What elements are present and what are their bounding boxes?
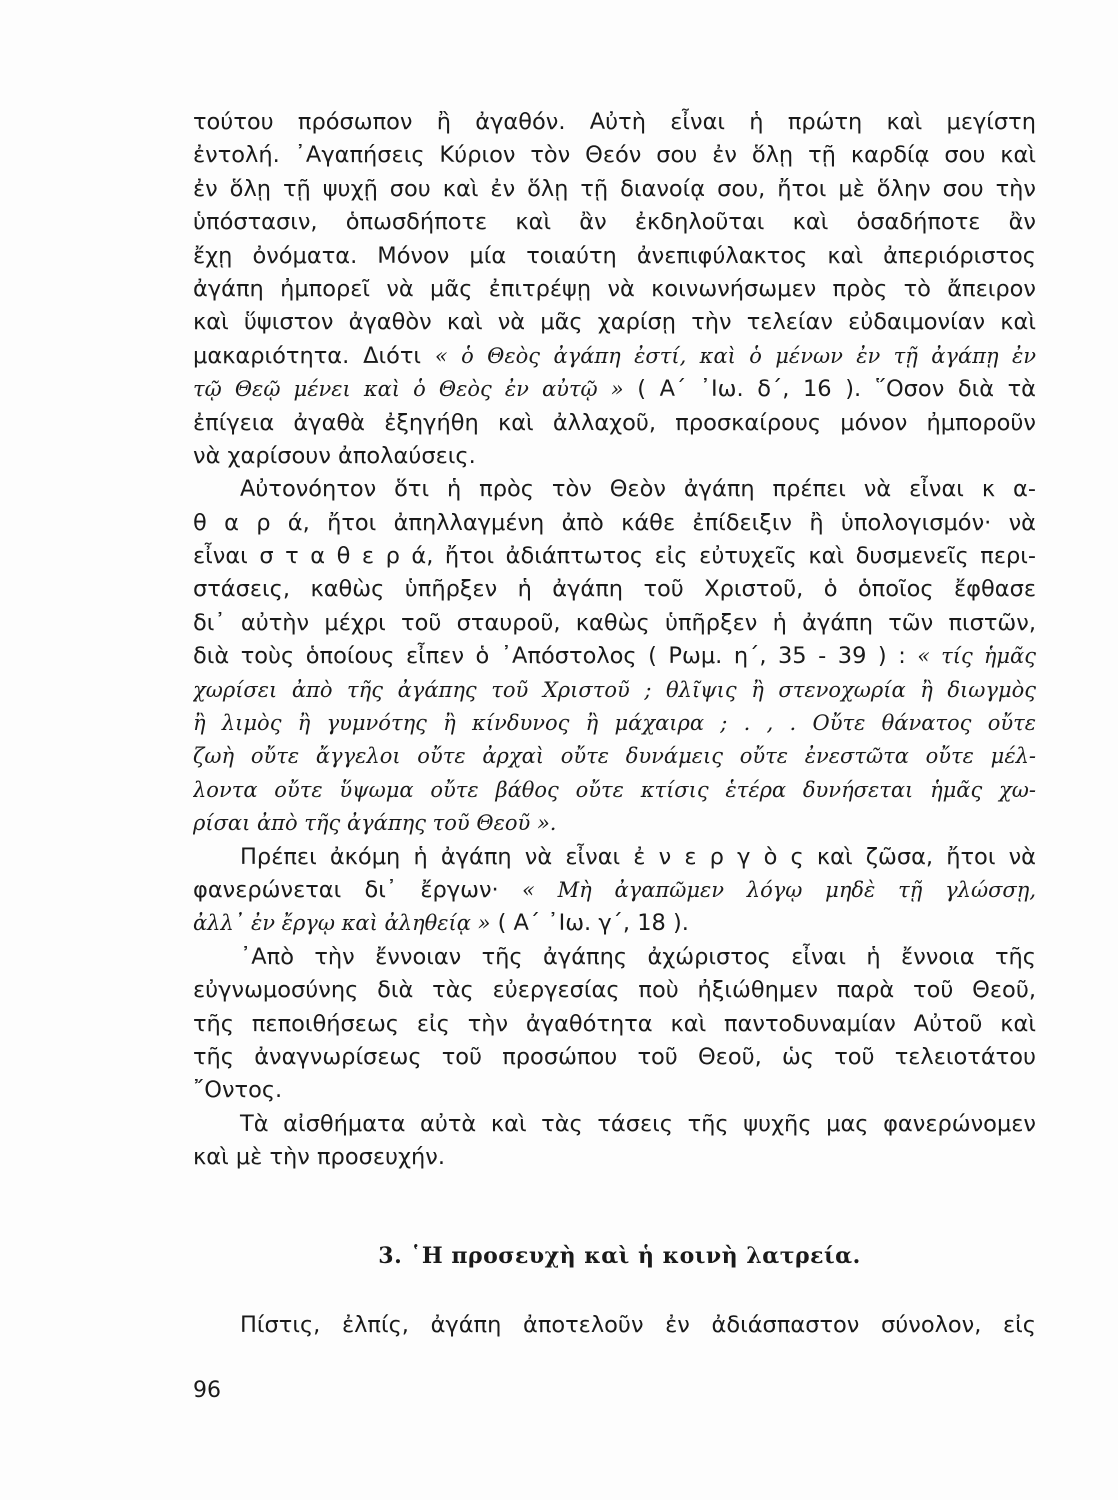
text-line: Τὰ αἰσθήματα αὐτὰ καὶ τὰς τάσεις τῆς ψυχῆς μας φανερώνομεν	[240, 1110, 1036, 1137]
text-line	[193, 373, 1036, 406]
scripture-quote: ἀλλ᾿ ἐν ἔργῳ καὶ ἀληθείᾳ »	[193, 911, 491, 936]
text-line: Αὐτονόητον ὅτι ἡ πρὸς τὸν Θεὸν ἀγάπη πρέπει νὰ εἶναι κ α-	[240, 476, 1036, 503]
text-line: Πίστις, ἐλπίς, ἀγάπη ἀποτελοῦν ἐν ἀδιάσπαστον σύνολον, εἰς	[240, 1312, 1036, 1338]
text-line: ἐντολή. ᾿Αγαπήσεις Κύριον τὸν Θεόν σου ἐν ὅλῃ τῇ καρδίᾳ σου καὶ	[193, 142, 1036, 169]
text-span: διὰ τοὺς ὁποίους εἶπεν ὁ ᾿Απόστολος ( Ρωμ. η΄, 35 - 39 ) :	[193, 643, 918, 670]
text-line: ᾿Απὸ τὴν ἔννοιαν τῆς ἀγάπης ἀχώριστος εἶναι ἡ ἔννοια τῆς	[240, 943, 1036, 970]
text-line: καὶ ὕψιστον ἀγαθὸν καὶ νὰ μᾶς χαρίσῃ τὴν τελείαν εὐδαιμονίαν καὶ	[193, 309, 1036, 336]
text-line: ῎Οντος.	[193, 1077, 283, 1104]
final-paragraph	[193, 1309, 1036, 1342]
text-line	[193, 874, 1036, 907]
text-line: θ α ρ ά, ἤτοι ἀπηλλαγμένη ἀπὸ κάθε ἐπίδειξιν ἢ ὑπολογισμόν· νὰ	[193, 509, 1036, 536]
text-line: ἐν ὅλῃ τῇ ψυχῇ σου καὶ ἐν ὅλῃ τῇ διανοίᾳ σου, ἤτοι μὲ ὅλην σου τὴν	[193, 175, 1036, 202]
text-line: εὐγνωμοσύνης διὰ τὰς εὐεργεσίας ποὺ ἠξιώθημεν παρὰ τοῦ Θεοῦ,	[193, 977, 1036, 1004]
text-line: ὑπόστασιν, ὁπωσδήποτε καὶ ἂν ἐκδηλοῦται καὶ ὁσαδήποτε ἂν	[193, 209, 1036, 236]
text-line: στάσεις, καθὼς ὑπῆρξεν ἡ ἀγάπη τοῦ Χριστοῦ, ὁ ὁποῖος ἔφθασε	[193, 576, 1036, 603]
text-span: μακαριότητα. Διότι	[193, 342, 435, 369]
text-line: δι᾿ αὐτὴν μέχρι τοῦ σταυροῦ, καθὼς ὑπῆρξεν ἡ ἀγάπη τῶν πιστῶν,	[193, 609, 1036, 636]
text-line: ἀγάπη ἠμπορεῖ νὰ μᾶς ἐπιτρέψῃ νὰ κοινωνήσωμεν πρὸς τὸ ἄπειρον	[193, 275, 1036, 302]
text-span: φανερώνεται δι᾿ ἔργων·	[193, 876, 522, 903]
text-line: εἶναι σ τ α θ ε ρ ά, ἤτοι ἀδιάπτωτος εἰς εὐτυχεῖς καὶ δυσμενεῖς περι-	[193, 543, 1036, 570]
text-line: ἐπίγεια ἀγαθὰ ἐξηγήθη καὶ ἀλλαχοῦ, προσκαίρους μόνον ἠμποροῦν	[193, 409, 1036, 436]
section-heading: 3. ῾Η προσευχὴ καὶ ἡ κοινὴ λατρεία.	[378, 1243, 861, 1269]
scripture-reference: ( Α΄ ᾿Ιω. δ΄, 16 ). ῞Οσον διὰ τὰ	[623, 376, 1036, 403]
text-line: τῆς πεποιθήσεως εἰς τὴν ἀγαθότητα καὶ παντοδυναμίαν Αὐτοῦ καὶ	[193, 1010, 1036, 1037]
scripture-quote-line: ρίσαι ἀπὸ τῆς ἀγάπης τοῦ Θεοῦ ».	[193, 811, 557, 836]
scripture-reference: ( Α΄ ᾿Ιω. γ΄, 18 ).	[490, 910, 689, 937]
text-line	[193, 640, 1036, 673]
page-number: 96	[193, 1378, 221, 1403]
text-line: καὶ μὲ τὴν προσευχήν.	[193, 1144, 446, 1171]
scripture-quote-line: ἢ λιμὸς ἢ γυμνότης ἢ κίνδυνος ἢ μάχαιρα ; . , . Οὔτε θάνατος οὔτε	[193, 711, 1036, 736]
text-line	[193, 340, 1036, 373]
scripture-quote: « τίς ἡμᾶς	[917, 644, 1036, 669]
scripture-quote: τῷ Θεῷ μένει καὶ ὁ Θεὸς ἐν αὐτῷ »	[193, 377, 624, 402]
text-line	[193, 907, 1036, 940]
scripture-quote-line: χωρίσει ἀπὸ τῆς ἀγάπης τοῦ Χριστοῦ ; θλῖψις ἢ στενοχωρία ἢ διωγμὸς	[193, 677, 1036, 702]
text-line: νὰ χαρίσουν ἀπολαύσεις.	[193, 442, 476, 469]
text-line: τῆς ἀναγνωρίσεως τοῦ προσώπου τοῦ Θεοῦ, ὡς τοῦ τελειοτάτου	[193, 1043, 1036, 1070]
body-text	[193, 106, 1036, 1175]
text-line: Πρέπει ἀκόμη ἡ ἀγάπη νὰ εἶναι ἐ ν ε ρ γ ὸ ς καὶ ζῶσα, ἤτοι νὰ	[240, 843, 1036, 870]
text-line: τούτου πρόσωπον ἢ ἀγαθόν. Αὐτὴ εἶναι ἡ πρώτη καὶ μεγίστη	[193, 109, 1036, 135]
scripture-quote: « ὁ Θεὸς ἀγάπη ἐστί, καὶ ὁ μένων ἐν τῇ ἀγάπῃ ἐν	[434, 343, 1036, 368]
text-line: ἔχῃ ὀνόματα. Μόνον μία τοιαύτη ἀνεπιφύλακτος καὶ ἀπεριόριστος	[193, 242, 1036, 269]
scripture-quote: « Μὴ ἀγαπῶμεν λόγῳ μηδὲ τῇ γλώσσῃ,	[521, 877, 1036, 902]
scripture-quote-line: ζωὴ οὔτε ἄγγελοι οὔτε ἀρχαὶ οὔτε δυνάμεις οὔτε ἐνεστῶτα οὔτε μέλ-	[193, 744, 1036, 769]
scripture-quote-line: λοντα οὔτε ὕψωμα οὔτε βάθος οὔτε κτίσις ἑτέρα δυνήσεται ἡμᾶς χω-	[193, 777, 1036, 802]
